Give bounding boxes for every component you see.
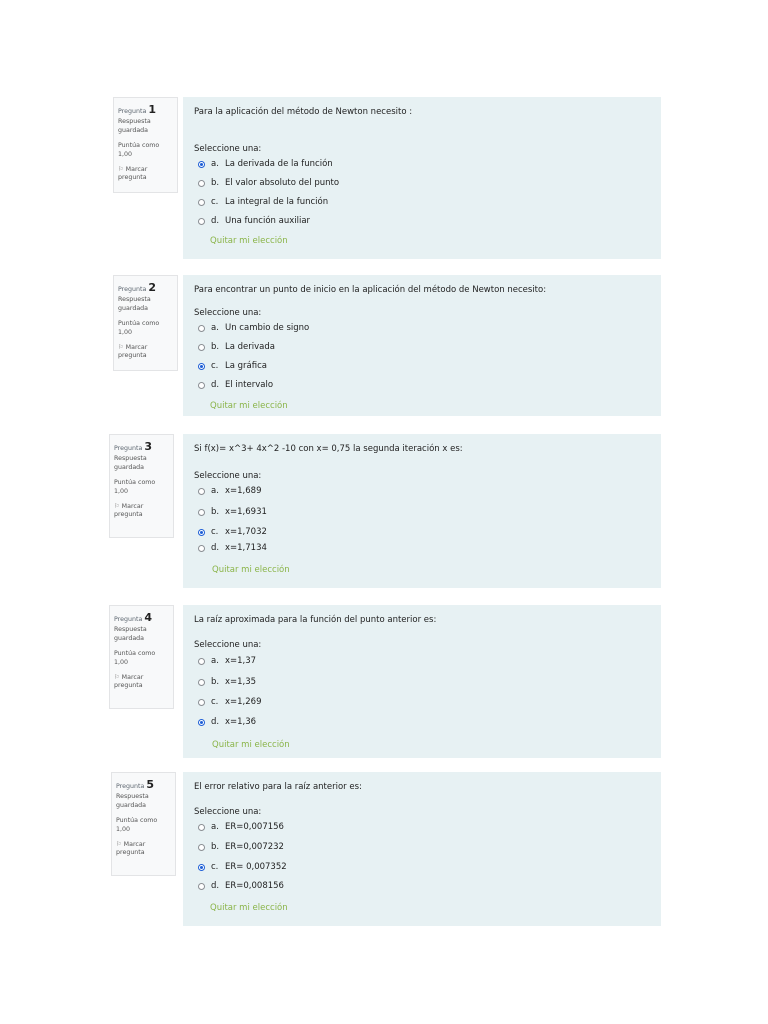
question-score: Puntúa como 1,00 <box>114 650 156 666</box>
flag-icon: ⚐ <box>118 165 124 173</box>
answer-option-d[interactable]: d. Una función auxiliar <box>198 216 310 226</box>
question-status: Respuesta guardada <box>114 626 147 643</box>
answer-option-c[interactable]: c. La integral de la función <box>198 197 328 207</box>
radio-button[interactable] <box>198 382 205 389</box>
radio-button[interactable] <box>198 363 205 370</box>
clear-choice-link[interactable]: Quitar mi elección <box>210 401 288 411</box>
answer-option-b[interactable]: b. La derivada <box>198 342 275 352</box>
answer-option-c[interactable]: c. La gráfica <box>198 361 267 371</box>
answer-option-b[interactable]: b. El valor absoluto del punto <box>198 178 339 188</box>
question-number: Pregunta 1 <box>118 103 156 116</box>
question-content <box>183 275 661 416</box>
radio-button[interactable] <box>198 719 205 726</box>
clear-choice-link[interactable]: Quitar mi elección <box>212 740 290 750</box>
question-text: La raíz aproximada para la función del punto anterior es: <box>194 615 437 625</box>
radio-button[interactable] <box>198 161 205 168</box>
radio-button[interactable] <box>198 824 205 831</box>
answer-option-c[interactable]: c. ER= 0,007352 <box>198 862 287 872</box>
answer-option-b[interactable]: b. ER=0,007232 <box>198 842 284 852</box>
question-info <box>113 275 178 371</box>
question-number: Pregunta 4 <box>114 611 152 624</box>
question-info <box>113 97 178 193</box>
answer-option-b[interactable]: b. x=1,35 <box>198 677 256 687</box>
answer-prompt: Seleccione una: <box>194 640 262 650</box>
question-score: Puntúa como 1,00 <box>118 320 160 336</box>
question-status: Respuesta guardada <box>118 118 151 135</box>
question-content <box>183 434 661 588</box>
answer-option-a[interactable]: a. x=1,37 <box>198 656 256 666</box>
question-status: Respuesta guardada <box>114 455 147 472</box>
radio-button[interactable] <box>198 699 205 706</box>
question-score: Puntúa como 1,00 <box>116 817 158 833</box>
answer-option-c[interactable]: c. x=1,269 <box>198 697 262 707</box>
answer-option-d[interactable]: d. x=1,7134 <box>198 543 267 553</box>
answer-prompt: Seleccione una: <box>194 144 262 154</box>
question-content <box>183 772 661 926</box>
question-status: Respuesta guardada <box>118 296 151 313</box>
question-content <box>183 97 661 259</box>
flag-icon: ⚐ <box>118 343 124 351</box>
flag-question-link[interactable]: ⚐ Marcar pregunta <box>118 343 148 360</box>
radio-button[interactable] <box>198 658 205 665</box>
radio-button[interactable] <box>198 545 205 552</box>
flag-question-link[interactable]: ⚐ Marcar pregunta <box>118 165 148 182</box>
question-score: Puntúa como 1,00 <box>118 142 160 158</box>
radio-button[interactable] <box>198 679 205 686</box>
flag-icon: ⚐ <box>116 840 122 848</box>
radio-button[interactable] <box>198 488 205 495</box>
question-text: Para encontrar un punto de inicio en la aplicación del método de Newton necesito: <box>194 285 547 295</box>
answer-prompt: Seleccione una: <box>194 471 262 481</box>
question-number: Pregunta 5 <box>116 778 154 791</box>
answer-option-a[interactable]: a. La derivada de la función <box>198 159 333 169</box>
question-content <box>183 605 661 758</box>
question-text: Si f(x)= x^3+ 4x^2 -10 con x= 0,75 la segunda iteración x es: <box>194 444 463 454</box>
question-text: El error relativo para la raíz anterior es: <box>194 782 362 792</box>
clear-choice-link[interactable]: Quitar mi elección <box>212 565 290 575</box>
flag-question-link[interactable]: ⚐ Marcar pregunta <box>114 502 144 519</box>
question-info <box>111 772 176 876</box>
radio-button[interactable] <box>198 344 205 351</box>
clear-choice-link[interactable]: Quitar mi elección <box>210 903 288 913</box>
flag-question-link[interactable]: ⚐ Marcar pregunta <box>116 840 146 857</box>
flag-icon: ⚐ <box>114 502 120 510</box>
question-info <box>109 605 174 709</box>
answer-option-c[interactable]: c. x=1,7032 <box>198 527 267 537</box>
answer-option-d[interactable]: d. ER=0,008156 <box>198 881 284 891</box>
question-text: Para la aplicación del método de Newton necesito : <box>194 107 413 117</box>
answer-prompt: Seleccione una: <box>194 807 262 817</box>
question-status: Respuesta guardada <box>116 793 149 810</box>
radio-button[interactable] <box>198 325 205 332</box>
radio-button[interactable] <box>198 529 205 536</box>
question-score: Puntúa como 1,00 <box>114 479 156 495</box>
answer-option-a[interactable]: a. ER=0,007156 <box>198 822 284 832</box>
question-info <box>109 434 174 538</box>
answer-option-a[interactable]: a. x=1,689 <box>198 486 262 496</box>
radio-button[interactable] <box>198 844 205 851</box>
radio-button[interactable] <box>198 864 205 871</box>
answer-option-d[interactable]: d. El intervalo <box>198 380 273 390</box>
radio-button[interactable] <box>198 509 205 516</box>
answer-option-d[interactable]: d. x=1,36 <box>198 717 256 727</box>
flag-icon: ⚐ <box>114 673 120 681</box>
answer-option-a[interactable]: a. Un cambio de signo <box>198 323 309 333</box>
radio-button[interactable] <box>198 199 205 206</box>
clear-choice-link[interactable]: Quitar mi elección <box>210 236 288 246</box>
answer-option-b[interactable]: b. x=1,6931 <box>198 507 267 517</box>
radio-button[interactable] <box>198 180 205 187</box>
question-number: Pregunta 2 <box>118 281 156 294</box>
question-number: Pregunta 3 <box>114 440 152 453</box>
radio-button[interactable] <box>198 883 205 890</box>
flag-question-link[interactable]: ⚐ Marcar pregunta <box>114 673 144 690</box>
answer-prompt: Seleccione una: <box>194 308 262 318</box>
radio-button[interactable] <box>198 218 205 225</box>
